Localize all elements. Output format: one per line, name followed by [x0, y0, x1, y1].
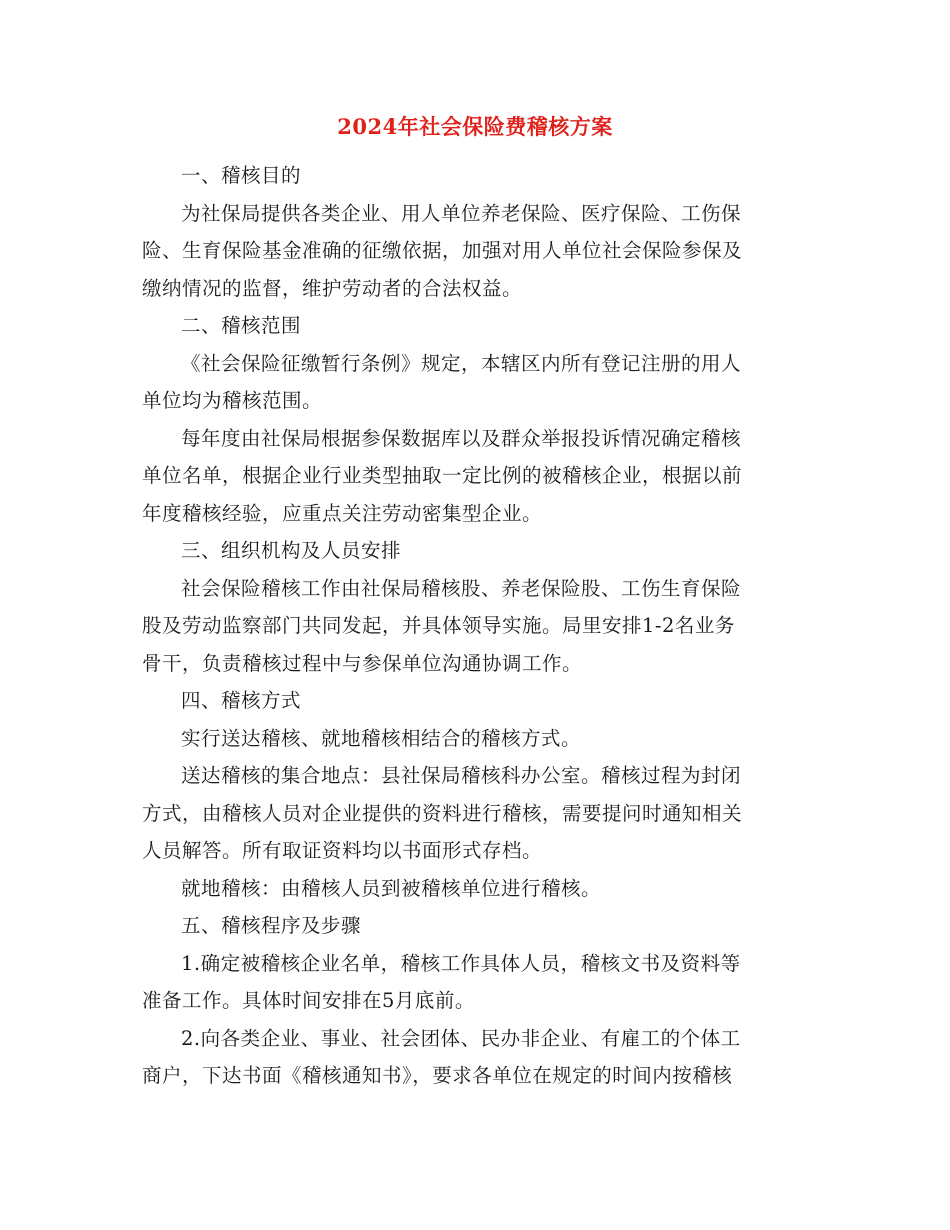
paragraph-line: 四、稽核方式 [181, 689, 302, 712]
paragraph-line: 险、生育保险基金准确的征缴依据，加强对用人单位社会保险参保及 [142, 239, 743, 262]
paragraph [142, 570, 797, 683]
paragraph-line: 2.向各类企业、事业、社会团体、民办非企业、有雇工的个体工 [181, 1026, 741, 1050]
paragraph [142, 720, 797, 758]
paragraph-line: 《社会保险征缴暂行条例》规定，本辖区内所有登记注册的用人 [181, 351, 742, 375]
document-title: 2024年社会保险费稽核方案 [337, 114, 613, 139]
paragraph [142, 195, 797, 308]
paragraph-line: 一、稽核目的 [181, 164, 302, 187]
paragraph-line: 年度稽核经验，应重点关注劳动密集型企业。 [142, 501, 543, 525]
paragraph [142, 757, 797, 870]
paragraph [142, 870, 797, 908]
paragraph [142, 1020, 797, 1095]
paragraph [142, 420, 797, 533]
paragraph-line: 实行送达稽核、就地稽核相结合的稽核方式。 [181, 726, 582, 750]
paragraph [142, 307, 797, 345]
paragraph-line: 送达稽核的集合地点：县社保局稽核科办公室。稽核过程为封闭 [181, 764, 742, 787]
paragraph-line: 人员解答。所有取证资料均以书面形式存档。 [142, 839, 543, 862]
paragraph-line: 社会保险稽核工作由社保局稽核股、养老保险股、工伤生育保险 [181, 576, 742, 600]
paragraph-line: 单位均为稽核范围。 [142, 389, 323, 412]
paragraph-line: 骨干，负责稽核过程中与参保单位沟通协调工作。 [142, 651, 583, 675]
paragraph [142, 532, 797, 570]
paragraph-line: 为社保局提供各类企业、用人单位养老保险、医疗保险、工伤保 [181, 201, 742, 225]
paragraph-line: 股及劳动监察部门共同发起，并具体领导实施。局里安排1-2名业务 [142, 614, 735, 637]
paragraph [142, 682, 797, 720]
paragraph [142, 945, 797, 1020]
paragraph-line: 1.确定被稽核企业名单，稽核工作具体人员，稽核文书及资料等 [181, 951, 741, 975]
paragraph-line: 三、组织机构及人员安排 [181, 539, 402, 562]
paragraph-line: 二、稽核范围 [181, 314, 302, 337]
paragraph [142, 907, 797, 945]
paragraph-line: 单位名单，根据企业行业类型抽取一定比例的被稽核企业，根据以前 [142, 464, 743, 487]
paragraph-line: 缴纳情况的监督，维护劳动者的合法权益。 [142, 276, 523, 300]
paragraph-line: 准备工作。具体时间安排在5月底前。 [142, 989, 475, 1012]
paragraph-line: 方式，由稽核人员对企业提供的资料进行稽核，需要提问时通知相关 [142, 801, 743, 825]
document-body [142, 157, 797, 1095]
paragraph-line: 五、稽核程序及步骤 [181, 914, 362, 937]
paragraph-line: 每年度由社保局根据参保数据库以及群众举报投诉情况确定稽核 [181, 426, 742, 450]
paragraph [142, 345, 797, 420]
paragraph-line: 商户，下达书面《稽核通知书》，要求各单位在规定的时间内按稽核 [142, 1064, 733, 1087]
paragraph [142, 157, 797, 195]
paragraph-line: 就地稽核：由稽核人员到被稽核单位进行稽核。 [181, 876, 602, 900]
